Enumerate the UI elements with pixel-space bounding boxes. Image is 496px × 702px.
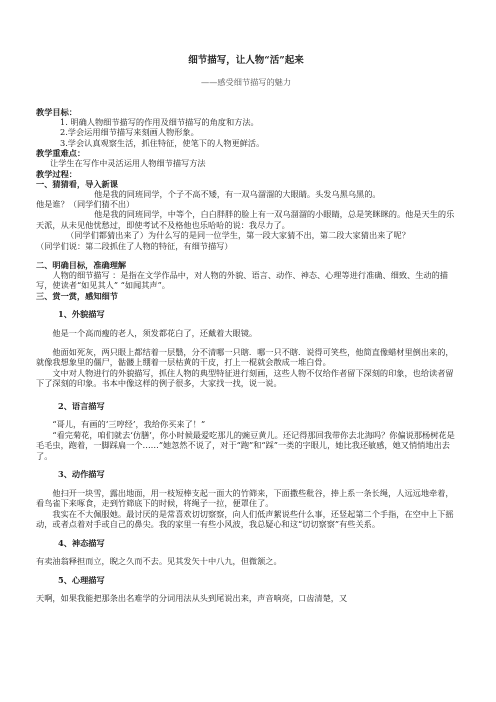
s1-paragraph-3: （同学们都猜出来了）为什么写的是同一位学生，第一段大家猜不出，第二段大家猜出来了呢？ [66,230,410,241]
appearance-paragraph-2: 他面如死灰，两只眼上都结着一层翳，分不清哪一只瞎．哪一只不瞎．说得可笑些，他简直像蜡材里倒出来的，就像我想象里的僵尸，骷髅上绷着一层枯黄的干皮，打上一棍就会散成一堆白骨。 [36,347,454,368]
s1-paragraph-2: 他是我的同班同学，中等个，白白胖胖的脸上有一双乌溜溜的小眼睛，总是笑眯眯的。他是天生的乐天派，从未见他忧愁过，即使考试不及格他也乐哈哈的说：我尽力了。 [36,209,455,230]
goal-item-2: 2.学会运用细节描写来刻画人物形象。 [60,127,199,138]
document-subtitle: ——感受细节描写的魅力 [200,77,292,87]
s2-paragraph: 人物的细节描写 ：是指在文学作品中，对人物的外貌、语言、动作、神态、心理等进行准确、细致、生动的描写，使读者“如见其人” “如闻其声”。 [36,270,448,291]
action-paragraph-1: 他扫开一块雪，露出地面，用一枝短棒支起一面大的竹筛来，下面撒些秕谷，捧上系一条长绳，人远远地牵着，看鸟雀下来啄食，走到竹筛底下的时候，将绳子一拉，便罩住了。 [36,487,454,509]
action-paragraph-2: 我实在不大佩服她。最讨厌的是常喜欢切切察察，向人们低声絮说些什么事，还竖起第二个手指，在空中上下摇动，或者点着对手或自己的鼻尖。我的家里一有些小风波，我总疑心和这“切切察察”有些关系。 [36,508,454,530]
subheading-expression: 4、神态描写 [58,537,105,548]
section-2-heading: 二、明确目标，准确理解 [36,260,127,271]
psychology-paragraph: 天啊，如果我能把那条出名难学的分词用法从头到尾说出来，声音响亮，口齿清楚，又 [36,593,348,604]
s1-paragraph-4: （同学们说：第二段抓住了人物的特征，有细节描写） [36,240,233,251]
section-1-heading: 一、猜猜看，导入新课 [36,178,118,189]
document-title: 细节描写，让人物“活”起来 [188,55,304,66]
s1-paragraph-1a: 他是我的同班同学，个子不高不矮，有一双乌溜溜的大眼睛。头发乌黑乌黑的。 [94,188,381,199]
key-text: 让学生在写作中灵活运用人物细节描写方法 [50,158,206,169]
appearance-paragraph-3: 文中对人物进行的外貌描写，抓住人物的典型特征进行刻画，这些人物不仅给作者留下深刻的印象，也给读者留下了深刻的印象。书本中像这样的例子很多，大家找一找，说一说。 [36,367,454,389]
goal-item-1: 1. 明确人物细节描写的作用及细节描写的角度和方法。 [60,117,259,127]
language-paragraph-1: “哥儿，有画的‘三哼经’，我给你买来了！” [52,419,206,430]
appearance-paragraph-1: 他是一个高而瘦的老人，须发都花白了，还戴着大眼镜。 [52,327,258,338]
subheading-language: 2、语言描写 [58,400,105,411]
goal-item-3: 3.学会认真观察生活，抓住特征，使笔下的人物更鲜活。 [60,137,265,148]
expression-paragraph: 有卖油翁释担而立，睨之久而不去。见其发矢十中八九，但微颔之。 [36,556,282,567]
subheading-appearance: 1、外貌描写 [58,309,105,320]
goals-heading: 教学目标： [36,107,77,117]
key-heading: 教学重难点： [36,148,86,159]
subheading-psychology: 5、心理描写 [58,574,105,585]
subheading-action: 3、动作描写 [58,469,105,480]
process-heading: 教学过程： [36,168,77,179]
section-3-heading: 三、赏一赏，感知细节 [36,290,118,301]
document-page [36,52,456,604]
language-paragraph-2: “看完菊花，咱们就去‘仿膳’，你小时候最爱吃那儿的豌豆黄儿。还记得那回我带你去北海吗？你偏说那杨树花是毛毛虫，跑着，一脚踩扁一个……”她忽然不说了，对于“跑”和“踩”一类的字眼儿，她比我还敏感，她又悄悄地出去了。 [36,429,455,461]
s1-paragraph-1b: 他是谁？（同学们猜不出） [36,199,135,210]
